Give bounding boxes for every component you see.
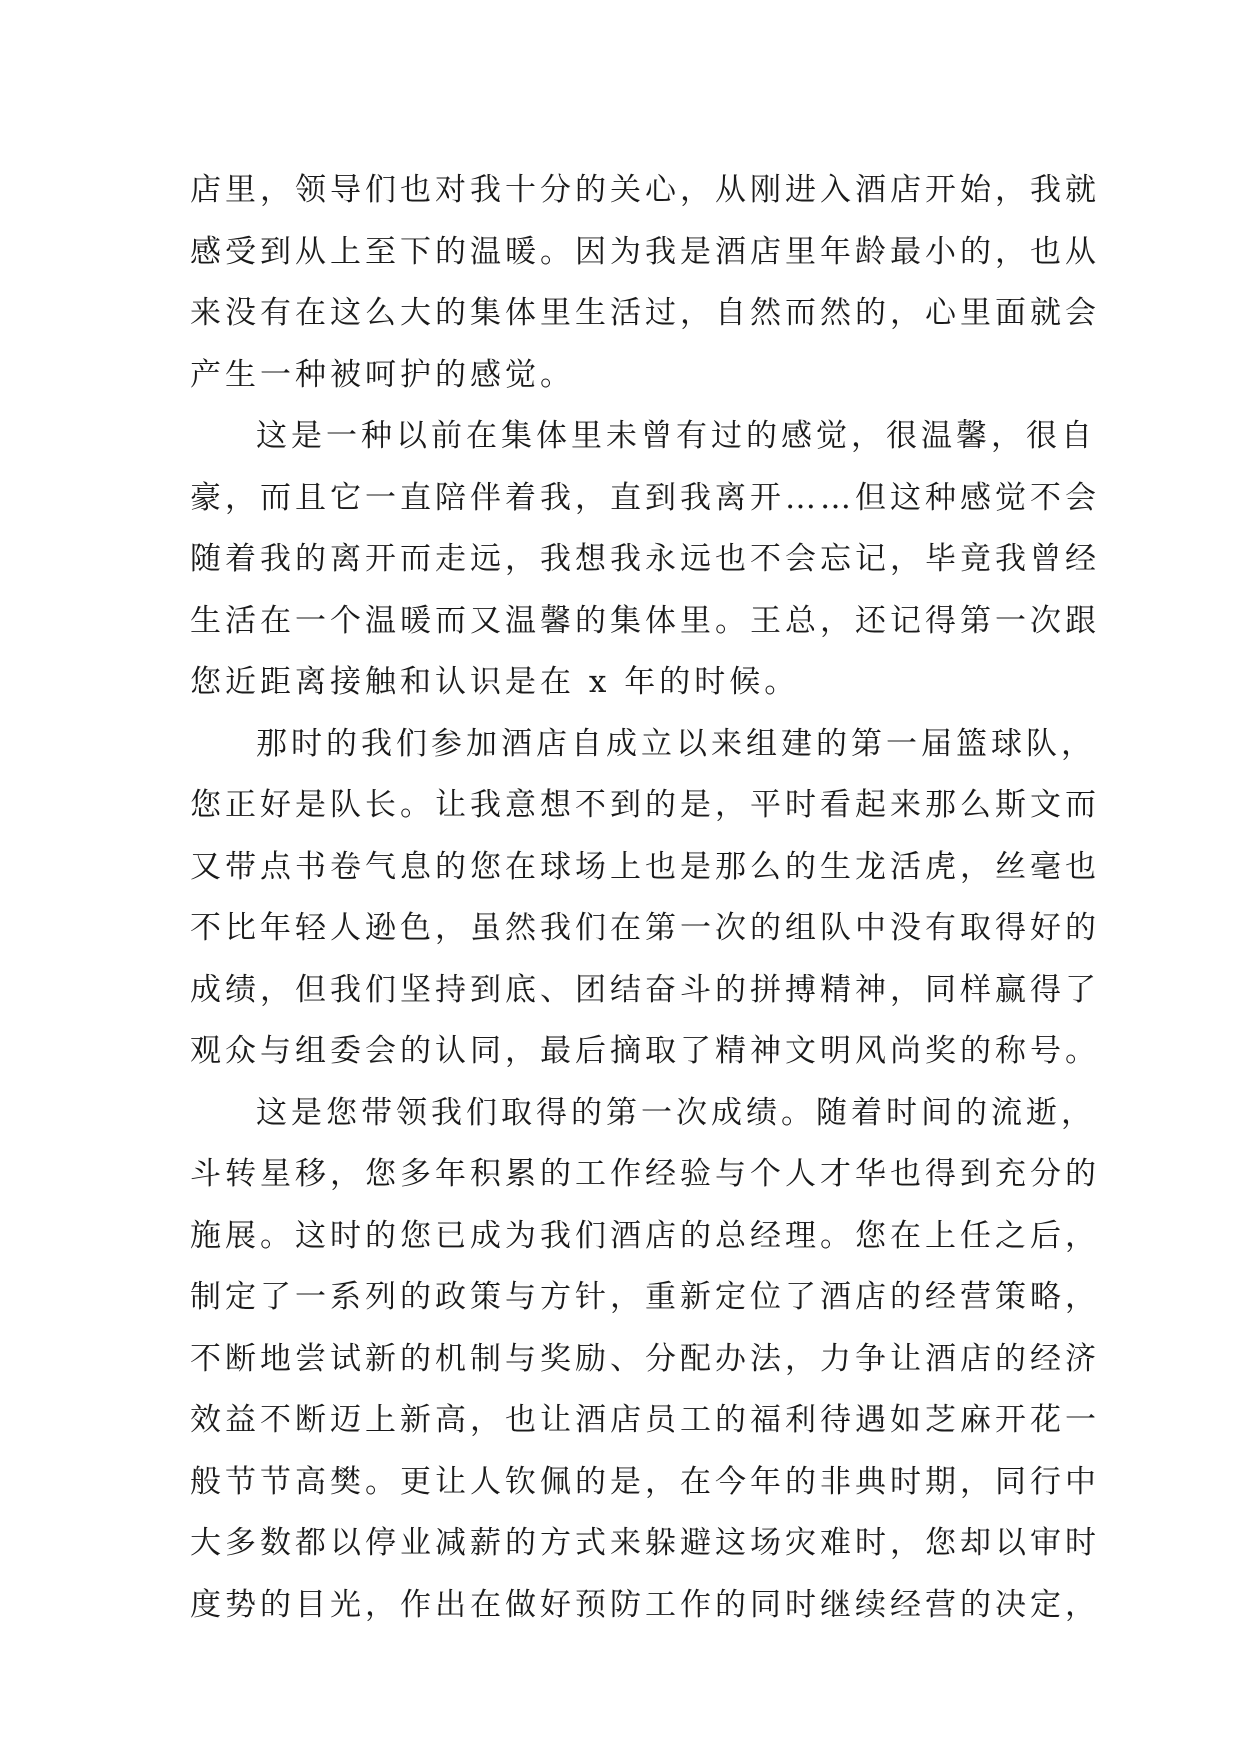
text-line: 生活在一个温暖而又温馨的集体里。王总，还记得第一次跟 (190, 602, 1100, 639)
paragraph-first-line: 这是您带领我们取得的第一次成绩。随着时间的流逝， (256, 1094, 1096, 1131)
text-line: 大多数都以停业减薪的方式来躲避这场灾难时，您却以审时 (190, 1525, 1100, 1561)
text-line: 施展。这时的您已成为我们酒店的总经理。您在上任之后， (190, 1217, 1100, 1254)
text-line: 度势的目光，作出在做好预防工作的同时继续经营的决定， (190, 1586, 1100, 1623)
paragraph-first-line: 那时的我们参加酒店自成立以来组建的第一届篮球队， (256, 725, 1096, 762)
text-line: 您近距离接触和认识是在 x 年的时候。 (190, 664, 800, 700)
text-line: 又带点书卷气息的您在球场上也是那么的生龙活虎，丝毫也 (190, 848, 1100, 885)
text-line: 豪，而且它一直陪伴着我，直到我离开……但这种感觉不会 (190, 479, 1100, 516)
text-line: 效益不断迈上新高，也让酒店员工的福利待遇如芝麻开花一 (190, 1402, 1100, 1438)
text-line: 店里，领导们也对我十分的关心，从刚进入酒店开始，我就 (190, 172, 1100, 208)
text-line: 随着我的离开而走远，我想我永远也不会忘记，毕竟我曾经 (190, 541, 1100, 577)
text-line: 成绩，但我们坚持到底、团结奋斗的拼搏精神，同样赢得了 (190, 971, 1100, 1008)
text-line: 斗转星移，您多年积累的工作经验与个人才华也得到充分的 (190, 1156, 1100, 1192)
text-line: 来没有在这么大的集体里生活过，自然而然的，心里面就会 (190, 295, 1100, 331)
text-line: 您正好是队长。让我意想不到的是，平时看起来那么斯文而 (190, 787, 1100, 823)
text-line: 产生一种被呵护的感觉。 (190, 356, 575, 393)
text-line: 制定了一系列的政策与方针，重新定位了酒店的经营策略， (190, 1279, 1100, 1315)
document-body (190, 160, 1100, 1636)
paragraph-first-line: 这是一种以前在集体里未曾有过的感觉，很温馨，很自 (256, 418, 1096, 454)
text-line: 不断地尝试新的机制与奖励、分配办法，力争让酒店的经济 (190, 1340, 1100, 1377)
text-line: 般节节高樊。更让人钦佩的是，在今年的非典时期，同行中 (190, 1463, 1100, 1500)
text-line: 不比年轻人逊色，虽然我们在第一次的组队中没有取得好的 (190, 910, 1100, 946)
text-line: 感受到从上至下的温暖。因为我是酒店里年龄最小的，也从 (190, 233, 1100, 270)
text-line: 观众与组委会的认同，最后摘取了精神文明风尚奖的称号。 (190, 1033, 1100, 1069)
